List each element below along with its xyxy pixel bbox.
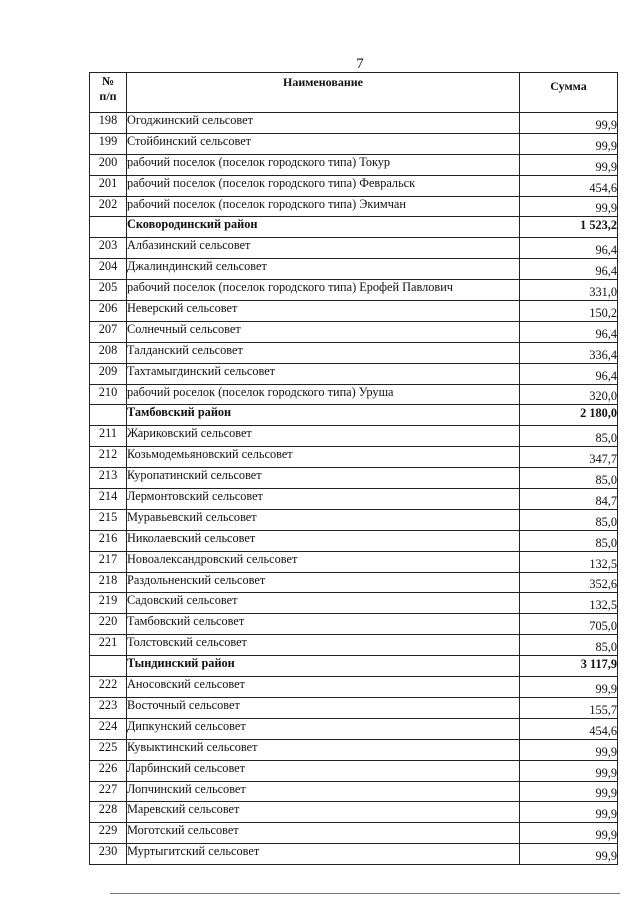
table-row: [90, 426, 618, 447]
budget-allocation-table: [89, 72, 618, 865]
settlement-name: Ларбинский сельсовет: [127, 760, 520, 781]
settlement-name: Албазинский сельсовет: [127, 238, 520, 259]
table-row: [90, 342, 618, 363]
row-number: 200: [90, 154, 127, 175]
row-number: 224: [90, 718, 127, 739]
settlement-name: Лопчинский сельсовет: [127, 781, 520, 802]
settlement-name: Кувыктинский сельсовет: [127, 739, 520, 760]
row-sum: 85,0: [520, 635, 618, 656]
table-row: [90, 781, 618, 802]
row-number: 225: [90, 739, 127, 760]
settlement-name: рабочий роселок (поселок городского типа) Уруша: [127, 384, 520, 405]
row-sum: 99,9: [520, 802, 618, 823]
row-sum: 96,4: [520, 238, 618, 259]
number-sign: №: [101, 74, 115, 88]
table-row: [90, 718, 618, 739]
row-number: 210: [90, 384, 127, 405]
row-sum: 99,9: [520, 154, 618, 175]
column-header-sum: Сумма: [520, 73, 618, 113]
table-row: [90, 468, 618, 489]
row-sum: 150,2: [520, 301, 618, 322]
settlement-name: Николаевский сельсовет: [127, 530, 520, 551]
row-sum: 99,9: [520, 781, 618, 802]
row-sum: 96,4: [520, 259, 618, 280]
row-sum: 99,9: [520, 844, 618, 865]
row-number: 222: [90, 677, 127, 698]
row-number: 211: [90, 426, 127, 447]
table-row: [90, 321, 618, 342]
table-row: [90, 593, 618, 614]
row-sum: 132,5: [520, 551, 618, 572]
row-number: 220: [90, 614, 127, 635]
settlement-name: Тамбовский сельсовет: [127, 614, 520, 635]
row-sum: 85,0: [520, 468, 618, 489]
table-row: [90, 154, 618, 175]
district-row: [90, 405, 618, 426]
settlement-name: Талданский сельсовет: [127, 342, 520, 363]
table-row: [90, 572, 618, 593]
row-sum: 84,7: [520, 489, 618, 510]
row-sum: 99,9: [520, 677, 618, 698]
row-number: 198: [90, 113, 127, 134]
row-sum: 320,0: [520, 384, 618, 405]
table-row: [90, 739, 618, 760]
row-sum: 99,9: [520, 196, 618, 217]
row-sum: 1 523,2: [520, 217, 618, 238]
table-row: [90, 301, 618, 322]
table-header-row: [90, 73, 618, 113]
row-sum: 85,0: [520, 509, 618, 530]
settlement-name: Моготский сельсовет: [127, 823, 520, 844]
row-number: 213: [90, 468, 127, 489]
row-number: 205: [90, 280, 127, 301]
settlement-name: Куропатинский сельсовет: [127, 468, 520, 489]
table-row: [90, 697, 618, 718]
settlement-name: Козьмодемьяновский сельсовет: [127, 447, 520, 468]
table-row: [90, 447, 618, 468]
row-sum: 155,7: [520, 697, 618, 718]
row-number: 199: [90, 133, 127, 154]
table-row: [90, 363, 618, 384]
table-row: [90, 113, 618, 134]
row-number: [90, 217, 127, 238]
row-number: 217: [90, 551, 127, 572]
row-sum: 336,4: [520, 342, 618, 363]
district-row: [90, 656, 618, 677]
table-row: [90, 384, 618, 405]
row-sum: 99,9: [520, 133, 618, 154]
settlement-name: Дипкунский сельсовет: [127, 718, 520, 739]
table-row: [90, 635, 618, 656]
settlement-name: рабочий поселок (поселок городского типа) Февральск: [127, 175, 520, 196]
row-sum: 352,6: [520, 572, 618, 593]
column-header-number: [90, 73, 127, 113]
district-name: Тамбовский район: [127, 405, 520, 426]
row-sum: 85,0: [520, 530, 618, 551]
row-sum: 454,6: [520, 175, 618, 196]
row-number: [90, 656, 127, 677]
table-row: [90, 259, 618, 280]
district-row: [90, 217, 618, 238]
district-name: Тындинский район: [127, 656, 520, 677]
page-number: 7: [356, 56, 364, 72]
row-sum: 454,6: [520, 718, 618, 739]
table-row: [90, 802, 618, 823]
settlement-name: Лермонтовский сельсовет: [127, 489, 520, 510]
column-header-name: Наименование: [127, 73, 520, 113]
row-number: 227: [90, 781, 127, 802]
row-sum: 2 180,0: [520, 405, 618, 426]
settlement-name: рабочий поселок (поселок городского типа) Токур: [127, 154, 520, 175]
row-number: 216: [90, 530, 127, 551]
table-row: [90, 280, 618, 301]
district-name: Сковородинский район: [127, 217, 520, 238]
row-sum: 99,9: [520, 823, 618, 844]
table-row: [90, 677, 618, 698]
settlement-name: Неверский сельсовет: [127, 301, 520, 322]
settlement-name: Восточный сельсовет: [127, 697, 520, 718]
row-number: 214: [90, 489, 127, 510]
row-number: 202: [90, 196, 127, 217]
table-row: [90, 509, 618, 530]
settlement-name: Солнечный сельсовет: [127, 321, 520, 342]
table-row: [90, 175, 618, 196]
row-number: 226: [90, 760, 127, 781]
settlement-name: рабочий поселок (поселок городского типа) Экимчан: [127, 196, 520, 217]
row-sum: 347,7: [520, 447, 618, 468]
settlement-name: Огоджинский сельсовет: [127, 113, 520, 134]
settlement-name: Раздольненский сельсовет: [127, 572, 520, 593]
table-row: [90, 760, 618, 781]
table-row: [90, 823, 618, 844]
settlement-name: Маревский сельсовет: [127, 802, 520, 823]
table-row: [90, 530, 618, 551]
row-number: 228: [90, 802, 127, 823]
table-row: [90, 196, 618, 217]
table-row: [90, 489, 618, 510]
row-sum: 132,5: [520, 593, 618, 614]
table-row: [90, 844, 618, 865]
row-number: 215: [90, 509, 127, 530]
row-number: 209: [90, 363, 127, 384]
row-number: 219: [90, 593, 127, 614]
row-sum: 96,4: [520, 321, 618, 342]
settlement-name: Жариковский сельсовет: [127, 426, 520, 447]
row-number: [90, 405, 127, 426]
row-sum: 96,4: [520, 363, 618, 384]
row-number: 218: [90, 572, 127, 593]
row-sum: 3 117,9: [520, 656, 618, 677]
settlement-name: Новоалександровский сельсовет: [127, 551, 520, 572]
settlement-name: Муртыгитский сельсовет: [127, 844, 520, 865]
row-number: 204: [90, 259, 127, 280]
row-number: 221: [90, 635, 127, 656]
row-number: 223: [90, 697, 127, 718]
number-abbreviation: п/п: [99, 89, 117, 103]
row-number: 229: [90, 823, 127, 844]
table-row: [90, 551, 618, 572]
table-body: [90, 113, 618, 865]
row-sum: 99,9: [520, 113, 618, 134]
row-number: 203: [90, 238, 127, 259]
row-sum: 331,0: [520, 280, 618, 301]
settlement-name: Аносовский сельсовет: [127, 677, 520, 698]
row-sum: 99,9: [520, 760, 618, 781]
row-number: 206: [90, 301, 127, 322]
table-row: [90, 238, 618, 259]
row-number: 208: [90, 342, 127, 363]
row-sum: 99,9: [520, 739, 618, 760]
settlement-name: Муравьевский сельсовет: [127, 509, 520, 530]
settlement-name: Тахтамыгдинский сельсовет: [127, 363, 520, 384]
row-number: 230: [90, 844, 127, 865]
row-number: 201: [90, 175, 127, 196]
row-number: 212: [90, 447, 127, 468]
table-row: [90, 614, 618, 635]
settlement-name: Джалиндинский сельсовет: [127, 259, 520, 280]
settlement-name: Садовский сельсовет: [127, 593, 520, 614]
row-sum: 85,0: [520, 426, 618, 447]
row-number: 207: [90, 321, 127, 342]
table-row: [90, 133, 618, 154]
settlement-name: Стойбинский сельсовет: [127, 133, 520, 154]
footer-divider: [110, 893, 620, 894]
settlement-name: Толстовский сельсовет: [127, 635, 520, 656]
settlement-name: рабочий поселок (поселок городского типа) Ерофей Павлович: [127, 280, 520, 301]
row-sum: 705,0: [520, 614, 618, 635]
